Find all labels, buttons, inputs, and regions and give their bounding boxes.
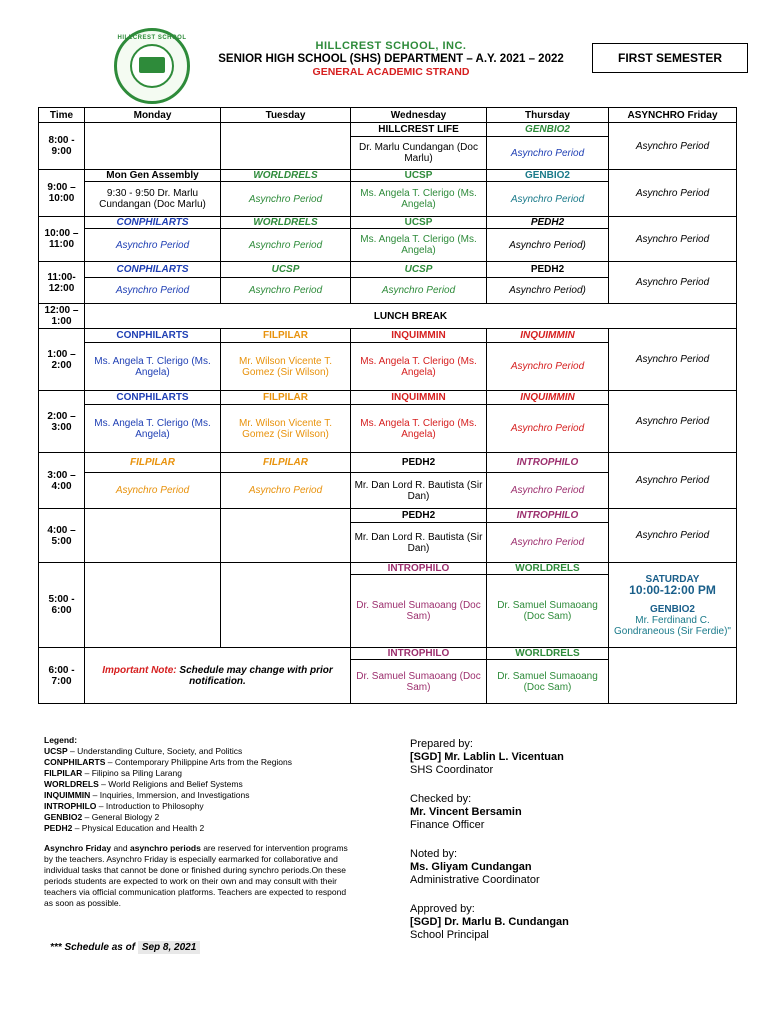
schedule-cell	[221, 123, 351, 170]
teacher-cell: Dr. Samuel Sumaoang (Doc Sam)	[351, 575, 487, 648]
school-name: HILLCREST SCHOOL, INC.	[315, 40, 467, 52]
subject-cell: CONPHILARTS	[85, 217, 221, 229]
subject-cell: GENBIO2	[487, 170, 609, 182]
subject-cell: INTROPHILO	[487, 453, 609, 473]
subject-cell: PEDH2	[351, 509, 487, 523]
time-cell: 6:00 - 7:00	[39, 648, 85, 704]
subject-cell: INTROPHILO	[351, 563, 487, 575]
document-header	[190, 40, 592, 79]
subject-cell: WORLDRELS	[487, 648, 609, 660]
schedule-cell	[85, 123, 221, 170]
signatory-role: Checked by:	[410, 793, 472, 805]
teacher-cell: Mr. Wilson Vicente T. Gomez (Sir Wilson)	[221, 343, 351, 391]
teacher-cell: Dr. Samuel Sumaoang (Doc Sam)	[351, 660, 487, 704]
friday-cell: Asynchro Period	[609, 329, 737, 391]
schedule-cell	[85, 563, 221, 648]
table-row	[39, 648, 737, 660]
saturday-subject: GENBIO2	[649, 603, 695, 615]
subject-cell: PEDH2	[487, 262, 609, 278]
signatory-role: Approved by:	[410, 903, 475, 915]
teacher-cell: 9:30 - 9:50 Dr. Marlu Cundangan (Doc Marlu)	[85, 182, 221, 217]
subject-cell: GENBIO2	[487, 123, 609, 137]
teacher-cell: Asynchro Period	[221, 473, 351, 509]
signatory-title: Administrative Coordinator	[410, 874, 540, 886]
saturday-teacher: Mr. Ferdinand C. Gondraneous (Sir Ferdie)"	[614, 614, 731, 637]
signatory-title: Finance Officer	[410, 819, 485, 831]
schedule-as-of	[50, 942, 200, 953]
book-icon	[139, 57, 165, 73]
teacher-cell: Asynchro Period	[221, 182, 351, 217]
department-title: SENIOR HIGH SCHOOL (SHS) DEPARTMENT – A.Y. 2021 – 2022	[218, 53, 564, 65]
subject-cell: CONPHILARTS	[85, 391, 221, 405]
subject-cell: PEDH2	[351, 453, 487, 473]
subject-cell: UCSP	[351, 170, 487, 182]
table-row	[39, 391, 737, 405]
teacher-cell: Asynchro Period	[487, 182, 609, 217]
signatory-block	[410, 793, 650, 832]
logo-rim-text: HILLCREST SCHOOL	[117, 35, 187, 41]
teacher-cell: Asynchro Period)	[487, 229, 609, 262]
signatory-block	[410, 848, 650, 887]
signatory-block	[410, 903, 650, 942]
legend-item: UCSP – Understanding Culture, Society, and Politics	[44, 746, 243, 756]
table-row	[39, 262, 737, 278]
time-cell: 5:00 - 6:00	[39, 563, 85, 648]
time-cell: 2:00 – 3:00	[39, 391, 85, 453]
teacher-cell: Ms. Angela T. Clerigo (Ms. Angela)	[351, 343, 487, 391]
teacher-cell: Ms. Angela T. Clerigo (Ms. Angela)	[351, 229, 487, 262]
subject-cell: INTROPHILO	[351, 648, 487, 660]
teacher-cell: Mr. Dan Lord R. Bautista (Sir Dan)	[351, 473, 487, 509]
subject-cell: INTROPHILO	[487, 509, 609, 523]
subject-cell: FILPILAR	[221, 329, 351, 343]
friday-cell: Asynchro Period	[609, 509, 737, 563]
lunch-break-cell: LUNCH BREAK	[85, 304, 737, 329]
subject-cell: PEDH2	[487, 217, 609, 229]
signatory-role: Noted by:	[410, 848, 458, 860]
table-row	[39, 509, 737, 523]
teacher-cell: Mr. Wilson Vicente T. Gomez (Sir Wilson)	[221, 405, 351, 453]
time-cell: 10:00 – 11:00	[39, 217, 85, 262]
legend-item: INTROPHILO – Introduction to Philosophy	[44, 801, 204, 811]
teacher-cell: Asynchro Period	[221, 229, 351, 262]
table-row	[39, 453, 737, 473]
subject-cell: WORLDRELS	[221, 217, 351, 229]
signatory-name: Mr. Vincent Bersamin	[410, 806, 522, 818]
saturday-label: SATURDAY	[645, 573, 700, 585]
table-row	[39, 304, 737, 329]
signatory-block	[410, 738, 650, 777]
as-of-date: Sep 8, 2021	[138, 941, 200, 954]
teacher-cell: Dr. Marlu Cundangan (Doc Marlu)	[351, 137, 487, 170]
teacher-cell: Asynchro Period	[487, 137, 609, 170]
subject-cell: INQUIMMIN	[351, 391, 487, 405]
as-of-label: *** Schedule as of	[50, 942, 136, 953]
signatory-name: [SGD] Dr. Marlu B. Cundangan	[410, 916, 569, 928]
signatory-name: Ms. Gliyam Cundangan	[410, 861, 532, 873]
school-logo	[114, 28, 190, 104]
legend-item: PEDH2 – Physical Education and Health 2	[44, 823, 205, 833]
legend-item: WORLDRELS – World Religions and Belief Systems	[44, 779, 243, 789]
subject-cell: UCSP	[221, 262, 351, 278]
legend-title: Legend:	[44, 735, 78, 745]
friday-cell: Asynchro Period	[609, 217, 737, 262]
teacher-cell: Dr. Samuel Sumaoang (Doc Sam)	[487, 660, 609, 704]
subject-cell: UCSP	[351, 217, 487, 229]
subject-cell: INQUIMMIN	[351, 329, 487, 343]
subject-cell: CONPHILARTS	[85, 262, 221, 278]
teacher-cell: Asynchro Period	[221, 278, 351, 304]
teacher-cell: Ms. Angela T. Clerigo (Ms. Angela)	[351, 182, 487, 217]
table-row	[39, 217, 737, 229]
col-header-thursday: Thursday	[487, 108, 609, 123]
subject-cell: INQUIMMIN	[487, 391, 609, 405]
teacher-cell: Asynchro Period	[487, 523, 609, 563]
table-row	[39, 170, 737, 182]
friday-cell: Asynchro Period	[609, 123, 737, 170]
teacher-cell: Asynchro Period)	[487, 278, 609, 304]
teacher-cell: Asynchro Period	[487, 343, 609, 391]
note-text: Schedule may change with prior notification.	[179, 664, 333, 687]
teacher-cell: Dr. Samuel Sumaoang (Doc Sam)	[487, 575, 609, 648]
asynchro-explanation: Asynchro Friday and asynchro periods are reserved for intervention programs by the teachers. Asynchro Friday is especially earmarked for collaborative and individual tasks that cannot be done or finished during synchro periods.On these periods students are expected to work on their own and may consult with their teachers via official communication platforms. Teachers are expected to respond as soon as possible.	[44, 843, 348, 908]
col-header-tuesday: Tuesday	[221, 108, 351, 123]
teacher-cell: Asynchro Period	[85, 278, 221, 304]
teacher-cell: Asynchro Period	[487, 405, 609, 453]
subject-cell: HILLCREST LIFE	[351, 123, 487, 137]
strand-title: GENERAL ACADEMIC STRAND	[312, 66, 470, 78]
subject-cell: INQUIMMIN	[487, 329, 609, 343]
table-row	[39, 563, 737, 575]
teacher-cell: Asynchro Period	[351, 278, 487, 304]
subject-cell: WORLDRELS	[221, 170, 351, 182]
time-cell: 3:00 – 4:00	[39, 453, 85, 509]
time-cell: 11:00- 12:00	[39, 262, 85, 304]
teacher-cell: Ms. Angela T. Clerigo (Ms. Angela)	[351, 405, 487, 453]
signatories	[410, 738, 650, 958]
subject-cell: UCSP	[351, 262, 487, 278]
schedule-cell	[221, 509, 351, 563]
signatory-role: Prepared by:	[410, 738, 473, 750]
col-header-wednesday: Wednesday	[351, 108, 487, 123]
teacher-cell: Asynchro Period	[85, 229, 221, 262]
col-header-friday: ASYNCHRO Friday	[609, 108, 737, 123]
friday-cell: Asynchro Period	[609, 262, 737, 304]
subject-cell: FILPILAR	[221, 453, 351, 473]
signatory-title: School Principal	[410, 929, 489, 941]
table-row	[39, 329, 737, 343]
saturday-cell	[609, 563, 737, 648]
time-cell: 1:00 – 2:00	[39, 329, 85, 391]
legend-item: GENBIO2 – General Biology 2	[44, 812, 160, 822]
teacher-cell: Mr. Dan Lord R. Bautista (Sir Dan)	[351, 523, 487, 563]
subject-cell: Mon Gen Assembly	[85, 170, 221, 182]
schedule-cell	[85, 509, 221, 563]
friday-cell: Asynchro Period	[609, 391, 737, 453]
teacher-cell: Ms. Angela T. Clerigo (Ms. Angela)	[85, 405, 221, 453]
important-note	[85, 648, 351, 704]
legend-item: CONPHILARTS – Contemporary Philippine Arts from the Regions	[44, 757, 293, 767]
signatory-name: [SGD] Mr. Lablin L. Vicentuan	[410, 751, 564, 763]
semester-box: FIRST SEMESTER	[592, 43, 748, 73]
schedule-cell	[609, 648, 737, 704]
teacher-cell: Asynchro Period	[487, 473, 609, 509]
header-row	[39, 108, 737, 123]
time-cell: 8:00 - 9:00	[39, 123, 85, 170]
friday-cell: Asynchro Period	[609, 170, 737, 217]
signatory-title: SHS Coordinator	[410, 764, 494, 776]
legend-item: INQUIMMIN – Inquiries, Immersion, and Investigations	[44, 790, 250, 800]
legend	[44, 735, 350, 909]
schedule-cell	[221, 563, 351, 648]
schedule-table	[38, 107, 737, 704]
time-cell: 12:00 – 1:00	[39, 304, 85, 329]
table-row	[39, 123, 737, 137]
subject-cell: FILPILAR	[221, 391, 351, 405]
subject-cell: CONPHILARTS	[85, 329, 221, 343]
time-cell: 9:00 – 10:00	[39, 170, 85, 217]
legend-item: FILPILAR – Filipino sa Piling Larang	[44, 768, 182, 778]
subject-cell: FILPILAR	[85, 453, 221, 473]
teacher-cell: Ms. Angela T. Clerigo (Ms. Angela)	[85, 343, 221, 391]
friday-cell: Asynchro Period	[609, 453, 737, 509]
time-cell: 4:00 – 5:00	[39, 509, 85, 563]
teacher-cell: Asynchro Period	[85, 473, 221, 509]
col-header-time: Time	[39, 108, 85, 123]
saturday-time: 10:00-12:00 PM	[629, 582, 716, 597]
subject-cell: WORLDRELS	[487, 563, 609, 575]
col-header-monday: Monday	[85, 108, 221, 123]
note-label: Important Note:	[102, 664, 177, 676]
